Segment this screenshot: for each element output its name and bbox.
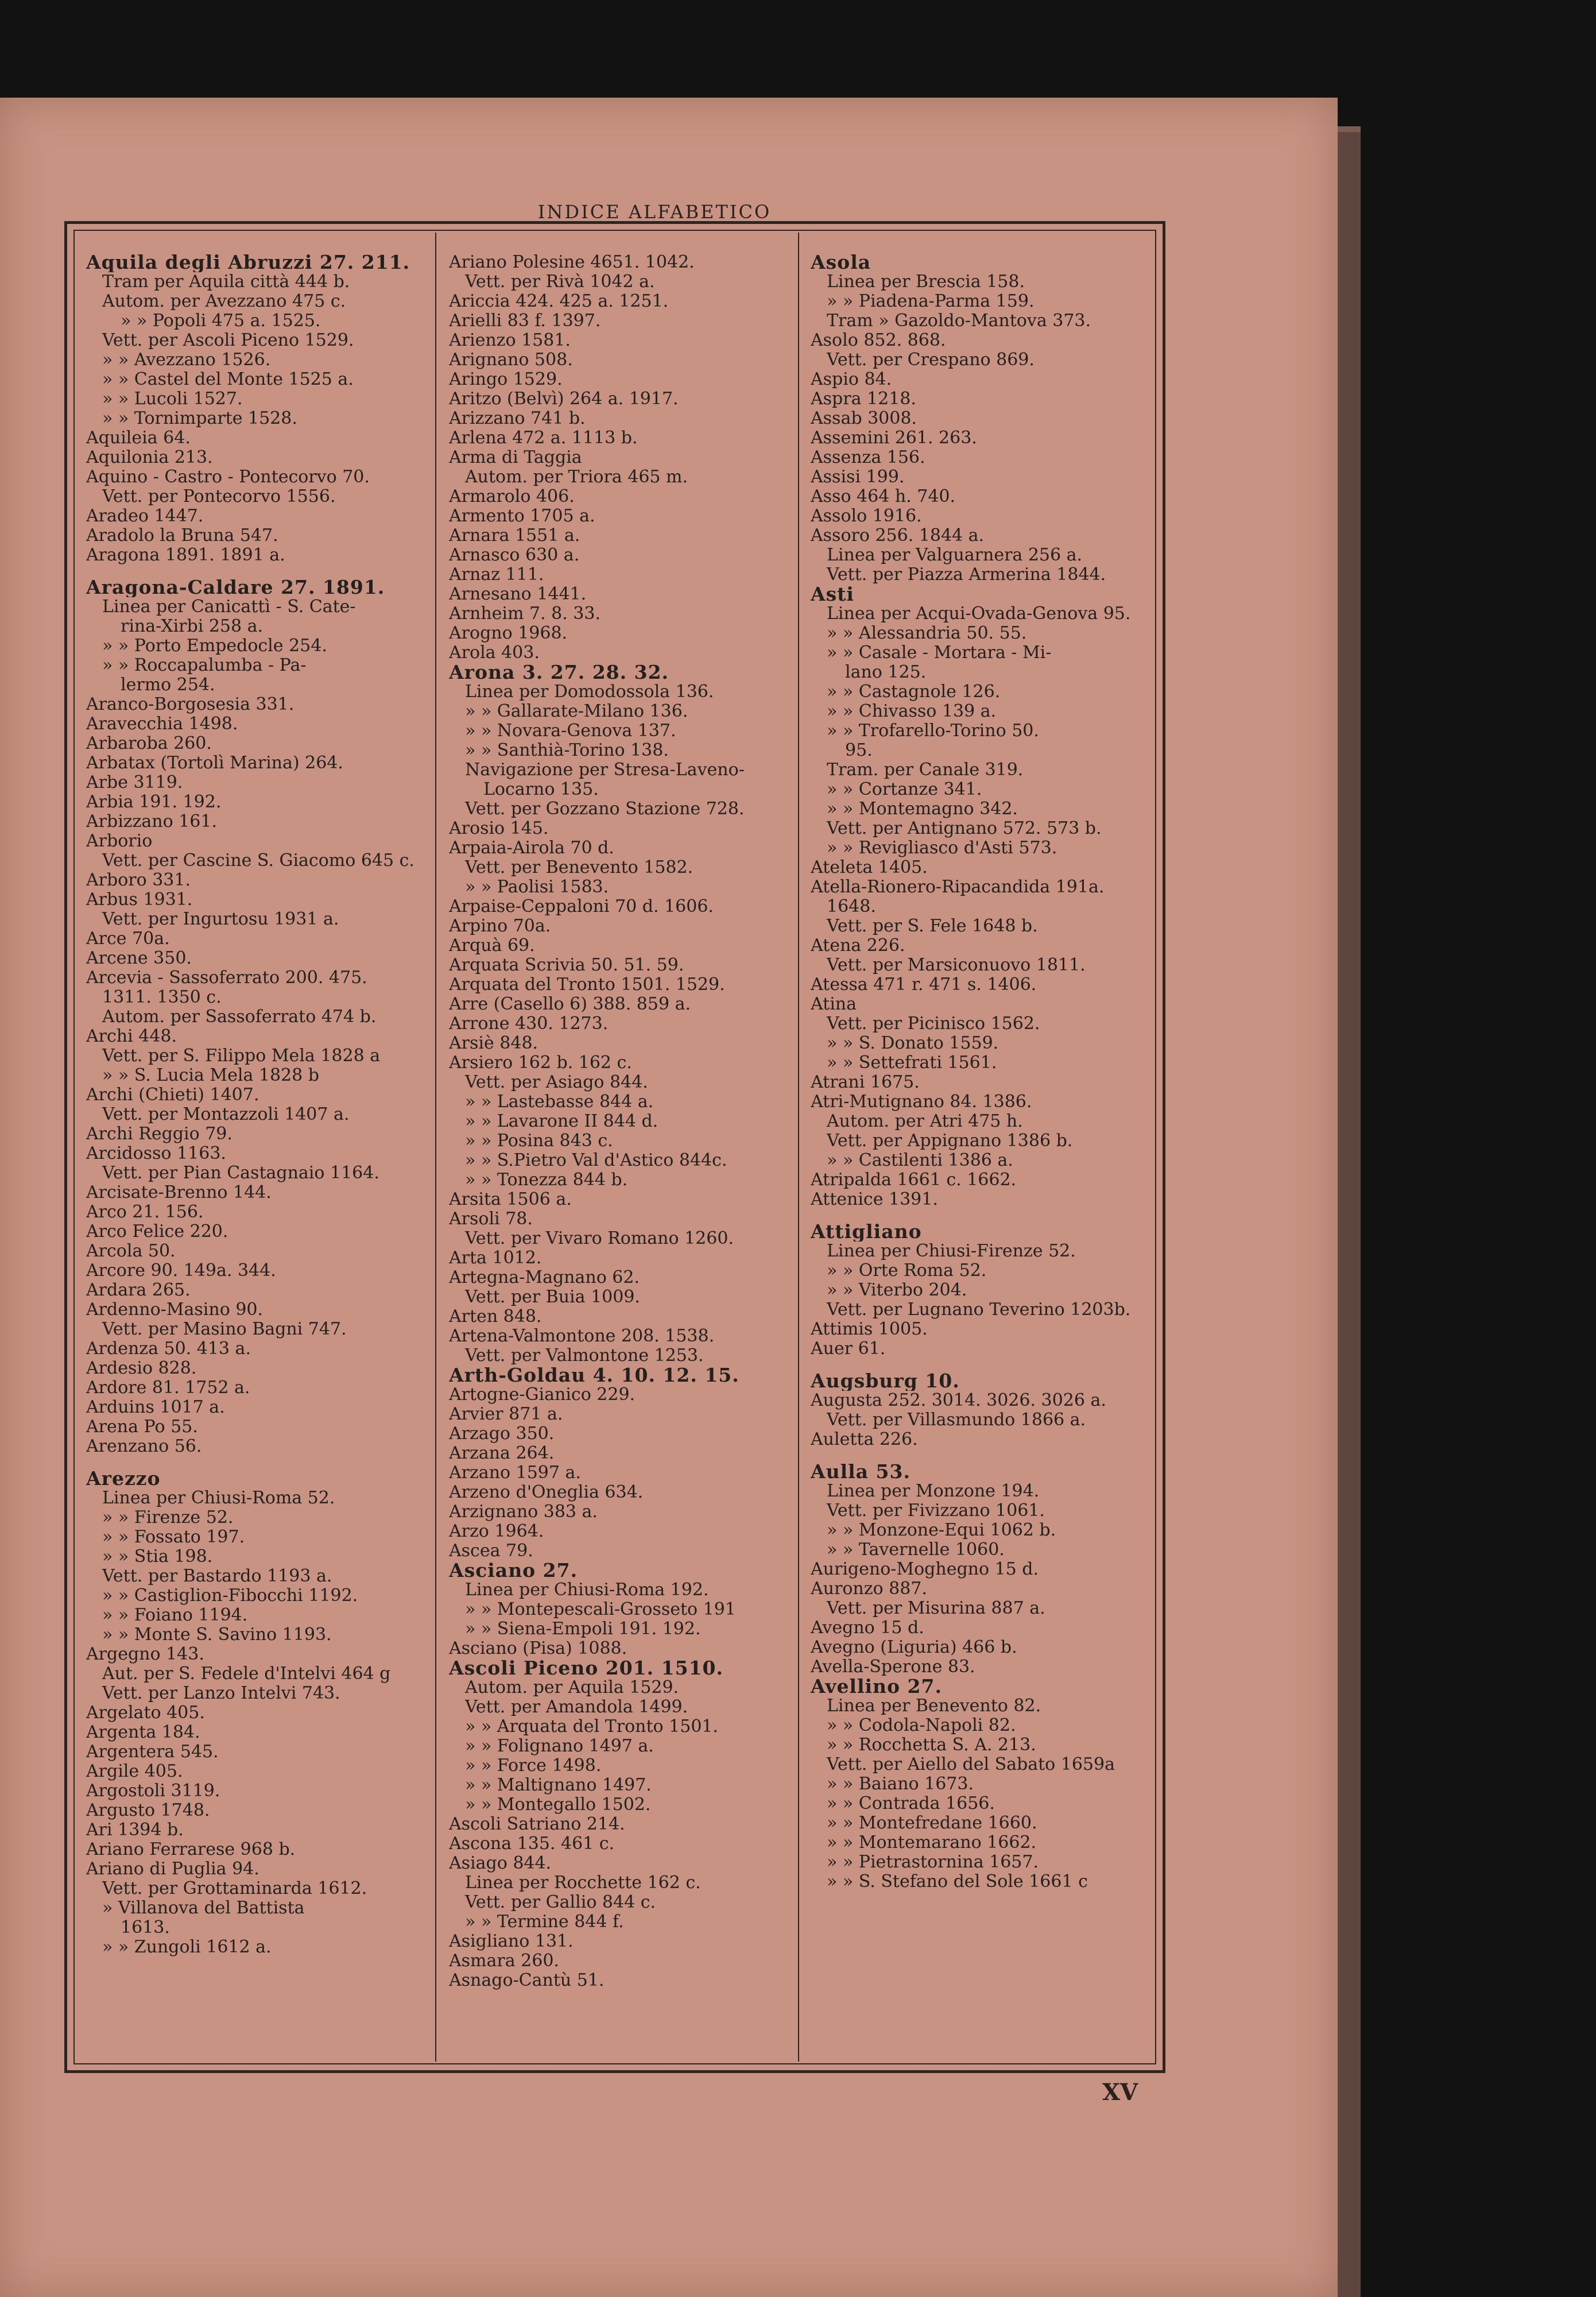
- index-entry: » » Folignano 1497 a.: [465, 1737, 654, 1756]
- index-entry: Arquà 69.: [449, 936, 535, 956]
- index-entry: » » Baiano 1673.: [827, 1774, 974, 1794]
- index-entry: Arzago 350.: [449, 1424, 555, 1444]
- index-entry: Arola 403.: [449, 643, 540, 663]
- index-entry: Artena-Valmontone 208. 1538.: [449, 1327, 715, 1346]
- index-entry: Avegno 15 d.: [811, 1618, 924, 1638]
- index-entry: Argostoli 3119.: [86, 1781, 220, 1801]
- index-entry: » » Castagnole 126.: [827, 682, 1001, 702]
- index-entry: Avella-Sperone 83.: [811, 1657, 975, 1677]
- index-entry: Arizzano 741 b.: [449, 409, 586, 428]
- index-entry: Tram. per Canale 319.: [827, 760, 1024, 780]
- index-entry: Artogne-Gianico 229.: [449, 1385, 636, 1405]
- index-entry: Arce 70a.: [86, 929, 170, 949]
- index-entry: Vett. per Crespano 869.: [827, 350, 1035, 370]
- index-entry: » » Castilenti 1386 a.: [827, 1151, 1013, 1170]
- index-entry: Assisi 199.: [811, 467, 905, 487]
- index-entry: Arsita 1506 a.: [449, 1190, 572, 1209]
- index-entry: Vett. per Buia 1009.: [465, 1287, 640, 1307]
- index-entry: Argegno 143.: [86, 1645, 204, 1664]
- index-entry: » » Paolisi 1583.: [465, 877, 609, 897]
- index-entry: Arbizzano 161.: [86, 812, 218, 832]
- index-entry: Asiago 844.: [449, 1854, 552, 1873]
- index-entry: » » Rocchetta S. A. 213.: [827, 1735, 1036, 1755]
- index-entry: Arnheim 7. 8. 33.: [449, 604, 601, 624]
- index-entry: Augusta 252. 3014. 3026. 3026 a.: [811, 1391, 1106, 1410]
- index-entry: » » Gallarate-Milano 136.: [465, 702, 688, 721]
- index-entry: Archi Reggio 79.: [86, 1124, 233, 1144]
- index-entry: Assemini 261. 263.: [811, 428, 977, 448]
- index-entry: Linea per Valguarnera 256 a.: [827, 546, 1083, 565]
- index-entry: » » Monzone-Equi 1062 b.: [827, 1521, 1056, 1540]
- index-entry: Asso 464 h. 740.: [811, 487, 956, 506]
- index-entry: Arborio: [86, 832, 153, 851]
- index-entry: » » Montemarano 1662.: [827, 1833, 1037, 1853]
- index-entry: Arnaz 111.: [449, 565, 544, 585]
- index-entry: Ateleta 1405.: [811, 858, 928, 877]
- index-entry: » » Siena-Empoli 191. 192.: [465, 1619, 701, 1639]
- index-entry: Arsoli 78.: [449, 1209, 533, 1229]
- index-entry: Aradeo 1447.: [86, 506, 204, 526]
- index-entry: Arzignano 383 a.: [449, 1502, 598, 1522]
- index-entry: » » Contrada 1656.: [827, 1794, 995, 1813]
- index-entry: Arcidosso 1163.: [86, 1144, 226, 1163]
- index-entry: Autom. per Aquila 1529.: [465, 1678, 679, 1697]
- page-number: XV: [1102, 2079, 1138, 2106]
- index-entry: » » Monte S. Savino 1193.: [102, 1625, 332, 1645]
- index-entry: Arbia 191. 192.: [86, 792, 222, 812]
- index-entry: » » Foiano 1194.: [102, 1606, 248, 1625]
- index-entry: Arnesano 1441.: [449, 585, 587, 604]
- index-entry: » » Tonezza 844 b.: [465, 1170, 628, 1190]
- index-entry: Arquata Scrivia 50. 51. 59.: [449, 956, 684, 975]
- index-entry: Arienzo 1581.: [449, 331, 571, 350]
- index-entry: Arcene 350.: [86, 949, 192, 968]
- index-entry: » » Zungoli 1612 a.: [102, 1938, 272, 1957]
- index-entry: » » Lastebasse 844 a.: [465, 1092, 654, 1112]
- index-entry: Arielli 83 f. 1397.: [449, 311, 601, 331]
- index-entry: Arpino 70a.: [449, 917, 551, 936]
- index-entry: Arma di Taggia: [449, 448, 582, 467]
- index-entry: Aut. per S. Fedele d'Intelvi 464 g: [102, 1664, 391, 1684]
- page-edge-shadow: [1338, 132, 1361, 2297]
- index-entry: » » Orte Roma 52.: [827, 1261, 987, 1281]
- index-entry: Autom. per Avezzano 475 c.: [102, 292, 346, 311]
- index-entry: » » Castiglion-Fibocchi 1192.: [102, 1586, 358, 1606]
- index-entry: » » Tavernelle 1060.: [827, 1540, 1005, 1560]
- index-entry: Autom. per Atri 475 h.: [827, 1112, 1023, 1131]
- index-heading: Arezzo: [86, 1469, 161, 1488]
- index-entry: Linea per Canicattì - S. Cate-: [102, 597, 356, 617]
- index-heading: Augsburg 10.: [811, 1371, 960, 1391]
- index-entry: Linea per Chiusi-Roma 52.: [102, 1488, 335, 1508]
- index-entry: Auer 61.: [811, 1339, 886, 1359]
- index-entry: Ardara 265.: [86, 1281, 191, 1300]
- index-entry: » » S. Lucia Mela 1828 b: [102, 1066, 319, 1085]
- index-entry: Arzeno d'Oneglia 634.: [449, 1483, 644, 1502]
- index-entry: » » Novara-Genova 137.: [465, 721, 676, 741]
- index-entry: Assab 3008.: [811, 409, 917, 428]
- index-entry: Arenzano 56.: [86, 1437, 202, 1456]
- index-entry: Linea per Monzone 194.: [827, 1482, 1040, 1501]
- index-heading: Asciano 27.: [449, 1561, 578, 1580]
- index-entry: lermo 254.: [121, 675, 215, 695]
- index-entry: Atena 226.: [811, 936, 905, 956]
- index-entry: Navigazione per Stresa-Laveno-: [465, 760, 745, 780]
- index-entry: » » Porto Empedocle 254.: [102, 636, 327, 656]
- index-entry: Aquileia 64.: [86, 428, 191, 448]
- index-entry: » » Lucoli 1527.: [102, 389, 243, 409]
- index-spacer: [86, 1456, 425, 1469]
- index-entry: Arbe 3119.: [86, 773, 183, 792]
- index-entry: Vett. per Marsiconuovo 1811.: [827, 956, 1086, 975]
- index-entry: Avegno (Liguria) 466 b.: [811, 1638, 1017, 1657]
- index-spacer: [811, 1209, 1155, 1222]
- index-entry: Arbus 1931.: [86, 890, 193, 910]
- index-entry: Assenza 156.: [811, 448, 925, 467]
- index-entry: Vett. per Asiago 844.: [465, 1073, 648, 1092]
- index-entry: Auronzo 887.: [811, 1579, 927, 1599]
- index-entry: rina-Xirbi 258 a.: [121, 617, 264, 636]
- index-entry: Autom. per Triora 465 m.: [465, 467, 688, 487]
- index-heading: Ascoli Piceno 201. 1510.: [449, 1658, 723, 1678]
- index-entry: Arco 21. 156.: [86, 1202, 204, 1222]
- column-rule-1: [435, 233, 436, 2062]
- index-entry: » » Cortanze 341.: [827, 780, 982, 799]
- index-entry: Arcevia - Sassoferrato 200. 475.: [86, 968, 367, 988]
- index-entry: » » Popoli 475 a. 1525.: [121, 311, 321, 331]
- index-entry: 1648.: [827, 897, 876, 917]
- index-entry: Locarno 135.: [483, 780, 599, 799]
- index-entry: Autom. per Sassoferrato 474 b.: [102, 1007, 377, 1027]
- index-entry: Vett. per S. Filippo Mela 1828 a: [102, 1046, 381, 1066]
- index-entry: Arsiè 848.: [449, 1034, 539, 1053]
- index-entry: Atina: [811, 995, 857, 1014]
- index-heading: Aragona-Caldare 27. 1891.: [86, 578, 385, 597]
- index-entry: Aurigeno-Moghegno 15 d.: [811, 1560, 1039, 1579]
- index-entry: Attenice 1391.: [811, 1190, 938, 1209]
- index-entry: Asmara 260.: [449, 1951, 559, 1971]
- index-entry: Vett. per Masino Bagni 747.: [102, 1320, 347, 1339]
- index-heading: Asti: [811, 585, 854, 604]
- column-rule-2: [798, 233, 799, 2062]
- index-entry: Arena Po 55.: [86, 1417, 198, 1437]
- index-entry: Vett. per Lanzo Intelvi 743.: [102, 1684, 340, 1703]
- index-entry: Ascea 79.: [449, 1541, 533, 1561]
- index-entry: Ardesio 828.: [86, 1359, 197, 1378]
- index-entry: » » S. Donato 1559.: [827, 1034, 999, 1053]
- index-entry: 95.: [845, 741, 873, 760]
- index-entry: » » Piadena-Parma 159.: [827, 292, 1035, 311]
- index-entry: » » Termine 844 f.: [465, 1912, 624, 1932]
- index-entry: Arignano 508.: [449, 350, 573, 370]
- index-entry: Ardenno-Masino 90.: [86, 1300, 264, 1320]
- index-entry: Vett. per Appignano 1386 b.: [827, 1131, 1073, 1151]
- index-entry: Aquino - Castro - Pontecorvo 70.: [86, 467, 370, 487]
- index-entry: Arzana 264.: [449, 1444, 555, 1463]
- index-entry: Vett. per Fivizzano 1061.: [827, 1501, 1045, 1521]
- index-heading: Asola: [811, 253, 871, 272]
- index-entry: » » Alessandria 50. 55.: [827, 624, 1027, 643]
- index-entry: Atessa 471 r. 471 s. 1406.: [811, 975, 1037, 995]
- index-entry: Ariano di Puglia 94.: [86, 1859, 259, 1879]
- index-entry: Linea per Chiusi-Roma 192.: [465, 1580, 709, 1600]
- index-entry: Tram per Aquila città 444 b.: [102, 272, 350, 292]
- index-entry: Arnasco 630 a.: [449, 546, 580, 565]
- index-entry: » » Arquata del Tronto 1501.: [465, 1717, 719, 1737]
- index-entry: Argentera 545.: [86, 1742, 219, 1762]
- index-entry: » » Tornimparte 1528.: [102, 409, 297, 428]
- index-entry: Arzano 1597 a.: [449, 1463, 581, 1483]
- index-entry: » » Roccapalumba - Pa-: [102, 656, 307, 675]
- index-heading: Arth-Goldau 4. 10. 12. 15.: [449, 1366, 739, 1385]
- index-entry: Assolo 1916.: [811, 506, 922, 526]
- index-entry: Arboro 331.: [86, 871, 191, 890]
- index-entry: Vett. per Benevento 1582.: [465, 858, 694, 877]
- index-entry: Atripalda 1661 c. 1662.: [811, 1170, 1017, 1190]
- index-entry: Arlena 472 a. 1113 b.: [449, 428, 638, 448]
- index-entry: » » Firenze 52.: [102, 1508, 234, 1528]
- index-entry: Arogno 1968.: [449, 624, 568, 643]
- index-heading: Avellino 27.: [811, 1677, 942, 1696]
- index-entry: Arten 848.: [449, 1307, 542, 1327]
- index-heading: Attigliano: [811, 1222, 922, 1242]
- index-entry: Vett. per Valmontone 1253.: [465, 1346, 704, 1366]
- index-entry: Linea per Rocchette 162 c.: [465, 1873, 701, 1893]
- index-entry: » » Posina 843 c.: [465, 1131, 613, 1151]
- index-entry: Vett. per Gozzano Stazione 728.: [465, 799, 745, 819]
- index-entry: Armento 1705 a.: [449, 506, 595, 526]
- index-heading: Aquila degli Abruzzi 27. 211.: [86, 253, 410, 272]
- index-entry: Atri-Mutignano 84. 1386.: [811, 1092, 1032, 1112]
- index-entry: Vett. per Villasmundo 1866 a.: [827, 1410, 1086, 1430]
- index-entry: Vett. per Amandola 1499.: [465, 1697, 688, 1717]
- index-column-1: [86, 253, 425, 1957]
- index-entry: Aragona 1891. 1891 a.: [86, 546, 285, 565]
- index-entry: Archi 448.: [86, 1027, 177, 1046]
- index-entry: Vett. per Rivà 1042 a.: [465, 272, 655, 292]
- index-entry: » » S.Pietro Val d'Astico 844c.: [465, 1151, 727, 1170]
- index-entry: Vett. per Picinisco 1562.: [827, 1014, 1040, 1034]
- index-entry: » » Codola-Napoli 82.: [827, 1716, 1016, 1735]
- index-entry: » » Montegallo 1502.: [465, 1795, 651, 1815]
- index-entry: Vett. per Gallio 844 c.: [465, 1893, 656, 1912]
- index-entry: Ariano Polesine 4651. 1042.: [449, 253, 695, 272]
- index-heading: Aulla 53.: [811, 1462, 911, 1482]
- index-entry: Arvier 871 a.: [449, 1405, 563, 1424]
- index-entry: Arquata del Tronto 1501. 1529.: [449, 975, 725, 995]
- index-entry: Arrone 430. 1273.: [449, 1014, 609, 1034]
- index-entry: Ari 1394 b.: [86, 1820, 184, 1840]
- index-entry: » » Montemagno 342.: [827, 799, 1018, 819]
- index-entry: Aradolo la Bruna 547.: [86, 526, 278, 546]
- index-entry: Vett. per Ingurtosu 1931 a.: [102, 910, 339, 929]
- index-entry: » » Casale - Mortara - Mi-: [827, 643, 1052, 663]
- index-entry: » » Revigliasco d'Asti 573.: [827, 838, 1057, 858]
- index-entry: » » Fossato 197.: [102, 1528, 245, 1547]
- index-entry: » » Pietrastornina 1657.: [827, 1853, 1039, 1872]
- index-entry: Arta 1012.: [449, 1248, 542, 1268]
- index-entry: Ariano Ferrarese 968 b.: [86, 1840, 296, 1859]
- index-spacer: [811, 1359, 1155, 1371]
- index-entry: Arduins 1017 a.: [86, 1398, 225, 1417]
- index-entry: Vett. per Cascine S. Giacomo 645 c.: [102, 851, 415, 871]
- index-entry: Vett. per Grottaminarda 1612.: [102, 1879, 367, 1898]
- index-spacer: [86, 565, 425, 578]
- index-entry: Aravecchia 1498.: [86, 714, 238, 734]
- index-entry: Ardore 81. 1752 a.: [86, 1378, 250, 1398]
- index-entry: » » Chivasso 139 a.: [827, 702, 997, 721]
- index-entry: Asigliano 131.: [449, 1932, 574, 1951]
- index-entry: Vett. per Lugnano Teverino 1203b.: [827, 1300, 1131, 1320]
- index-entry: Arcola 50.: [86, 1242, 176, 1261]
- index-entry: Assoro 256. 1844 a.: [811, 526, 985, 546]
- index-entry: Vett. per Aiello del Sabato 1659a: [827, 1755, 1115, 1774]
- index-entry: Vett. per S. Fele 1648 b.: [827, 917, 1038, 936]
- index-entry: Aritzo (Belvì) 264 a. 1917.: [449, 389, 679, 409]
- index-entry: Artegna-Magnano 62.: [449, 1268, 640, 1287]
- index-entry: Arco Felice 220.: [86, 1222, 228, 1242]
- index-entry: » » Viterbo 204.: [827, 1281, 967, 1300]
- index-entry: Vett. per Ascoli Piceno 1529.: [102, 331, 354, 350]
- index-entry: Arre (Casello 6) 388. 859 a.: [449, 995, 691, 1014]
- index-entry: Argile 405.: [86, 1762, 183, 1781]
- index-entry: Argenta 184.: [86, 1723, 200, 1742]
- index-entry: Arcisate-Brenno 144.: [86, 1183, 272, 1202]
- index-entry: Vett. per Piazza Armerina 1844.: [827, 565, 1106, 585]
- index-entry: Vett. per Pian Castagnaio 1164.: [102, 1163, 379, 1183]
- index-entry: » » Lavarone II 844 d.: [465, 1112, 658, 1131]
- index-entry: lano 125.: [845, 663, 927, 682]
- index-entry: Arpaise-Ceppaloni 70 d. 1606.: [449, 897, 714, 917]
- index-entry: Attimis 1005.: [811, 1320, 928, 1339]
- index-entry: Linea per Chiusi-Firenze 52.: [827, 1242, 1076, 1261]
- index-entry: Armarolo 406.: [449, 487, 575, 506]
- index-entry: » » Settefrati 1561.: [827, 1053, 997, 1073]
- index-entry: 1613.: [121, 1918, 170, 1938]
- index-entry: Arnara 1551 a.: [449, 526, 580, 546]
- index-entry: Asolo 852. 868.: [811, 331, 946, 350]
- index-entry: Arsiero 162 b. 162 c.: [449, 1053, 632, 1073]
- index-entry: Argusto 1748.: [86, 1801, 210, 1820]
- index-entry: Vett. per Antignano 572. 573 b.: [827, 819, 1102, 838]
- index-spacer: [811, 1449, 1155, 1462]
- index-entry: Vett. per Misurina 887 a.: [827, 1599, 1045, 1618]
- index-entry: 1311. 1350 c.: [102, 988, 222, 1007]
- index-entry: Arpaia-Airola 70 d.: [449, 838, 614, 858]
- index-entry: » » Montepescali-Grosseto 191: [465, 1600, 736, 1619]
- index-entry: Archi (Chieti) 1407.: [86, 1085, 259, 1105]
- index-entry: Arosio 145.: [449, 819, 549, 838]
- index-entry: Aquilonia 213.: [86, 448, 213, 467]
- index-entry: Linea per Acqui-Ovada-Genova 95.: [827, 604, 1131, 624]
- index-entry: Arcore 90. 149a. 344.: [86, 1261, 276, 1281]
- index-entry: Auletta 226.: [811, 1430, 918, 1449]
- index-entry: Aspra 1218.: [811, 389, 916, 409]
- index-entry: Linea per Domodossola 136.: [465, 682, 714, 702]
- index-entry: Linea per Brescia 158.: [827, 272, 1025, 292]
- index-entry: Vett. per Vivaro Romano 1260.: [465, 1229, 734, 1248]
- index-column-3: [811, 253, 1155, 1892]
- index-entry: » » Santhià-Torino 138.: [465, 741, 669, 760]
- index-entry: » » Castel del Monte 1525 a.: [102, 370, 354, 389]
- index-entry: » » S. Stefano del Sole 1661 c: [827, 1872, 1088, 1892]
- running-head: INDICE ALFABETICO: [537, 201, 772, 223]
- index-entry: Ascoli Satriano 214.: [449, 1815, 625, 1834]
- index-column-2: [449, 253, 788, 1990]
- index-entry: Linea per Benevento 82.: [827, 1696, 1041, 1716]
- index-entry: Atella-Rionero-Ripacandida 191a.: [811, 877, 1105, 897]
- index-entry: Asnago-Cantù 51.: [449, 1971, 605, 1990]
- index-entry: » » Avezzano 1526.: [102, 350, 271, 370]
- index-entry: Vett. per Pontecorvo 1556.: [102, 487, 336, 506]
- index-entry: » » Montefredane 1660.: [827, 1813, 1037, 1833]
- index-entry: » » Maltignano 1497.: [465, 1776, 652, 1795]
- index-entry: » » Force 1498.: [465, 1756, 602, 1776]
- index-entry: Arbaroba 260.: [86, 734, 212, 753]
- index-entry: Vett. per Bastardo 1193 a.: [102, 1567, 332, 1586]
- index-entry: » » Stia 198.: [102, 1547, 213, 1567]
- index-entry: Argelato 405.: [86, 1703, 205, 1723]
- index-entry: Atrani 1675.: [811, 1073, 920, 1092]
- index-entry: Aspio 84.: [811, 370, 892, 389]
- index-heading: Arona 3. 27. 28. 32.: [449, 663, 669, 682]
- index-entry: Vett. per Montazzoli 1407 a.: [102, 1105, 350, 1124]
- index-entry: Ariccia 424. 425 a. 1251.: [449, 292, 669, 311]
- index-entry: Asciano (Pisa) 1088.: [449, 1639, 627, 1658]
- index-entry: Aringo 1529.: [449, 370, 563, 389]
- index-entry: Ascona 135. 461 c.: [449, 1834, 615, 1854]
- index-entry: Arzo 1964.: [449, 1522, 544, 1541]
- index-entry: Tram » Gazoldo-Mantova 373.: [827, 311, 1091, 331]
- index-entry: » » Trofarello-Torino 50.: [827, 721, 1039, 741]
- index-entry: Arbatax (Tortolì Marina) 264.: [86, 753, 343, 773]
- index-entry: » Villanova del Battista: [102, 1898, 305, 1918]
- index-entry: Aranco-Borgosesia 331.: [86, 695, 295, 714]
- index-entry: Ardenza 50. 413 a.: [86, 1339, 251, 1359]
